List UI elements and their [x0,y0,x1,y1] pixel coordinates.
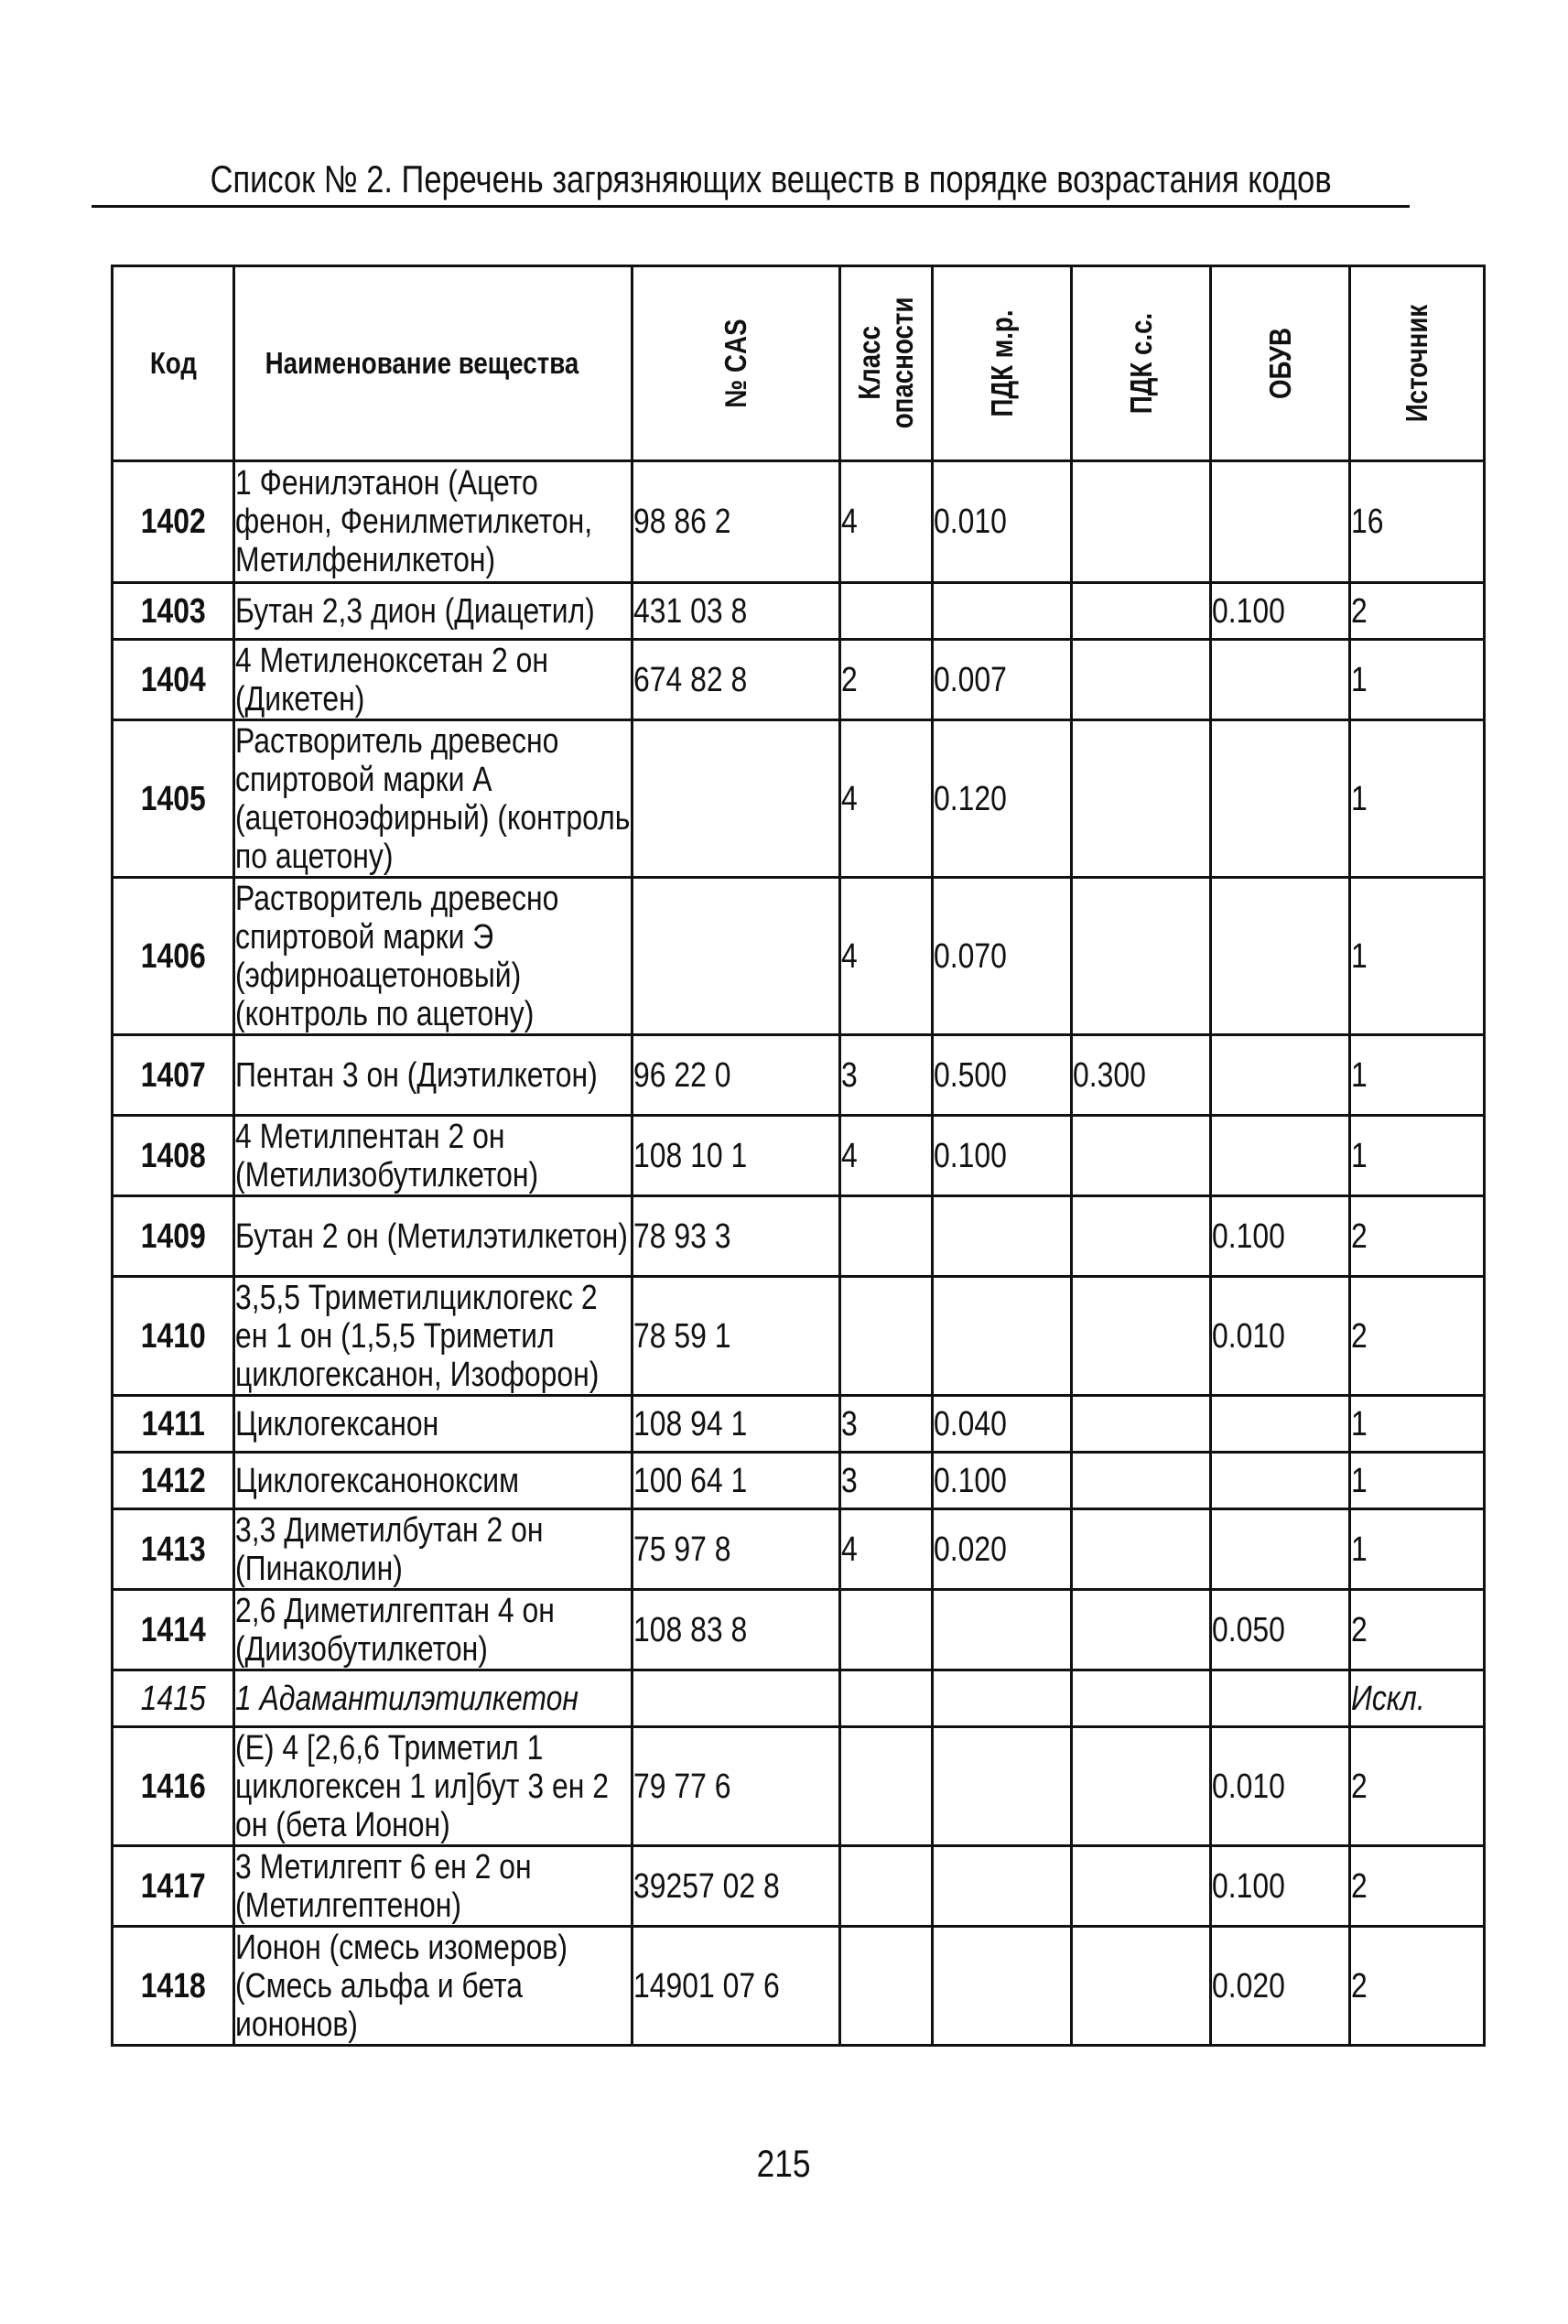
cell-code: 1402 [113,461,234,583]
cell-pdk-ss [1072,1670,1211,1727]
cell-code: 1403 [113,583,234,640]
cell-name: Бутан 2 он (Метилэтилкетон) [234,1196,633,1277]
cell-code: 1413 [113,1509,234,1590]
cell-pdk-ss [1072,1453,1211,1509]
cell-hazard-class: 4 [840,461,933,583]
cell-name: (E) 4 [2,6,6 Триметил 1 циклогексен 1 ил]бут 3 ен 2 он (бета Ионон) [234,1727,633,1846]
cell-pdk-ss [1072,878,1211,1035]
cell-pdk-ss [1072,1396,1211,1453]
cell-code: 1415 [113,1670,234,1727]
cell-pdk-ss [1072,1196,1211,1277]
cell-pdk-ss [1072,720,1211,878]
header-name: Наименование вещества [234,266,633,461]
cell-pdk-mr [933,1196,1072,1277]
cell-obuv [1211,1509,1350,1590]
cell-source: Искл. [1350,1670,1485,1727]
cell-source: 1 [1350,1509,1485,1590]
cell-cas: 108 10 1 [633,1116,840,1196]
table-row [113,1670,1485,1727]
cell-cas: 79 77 6 [633,1727,840,1846]
cell-obuv [1211,878,1350,1035]
cell-hazard-class: 3 [840,1453,933,1509]
cell-name: 3,3 Диметилбутан 2 он (Пинаколин) [234,1509,633,1590]
cell-obuv [1211,640,1350,720]
cell-hazard-class [840,1590,933,1670]
cell-obuv [1211,1116,1350,1196]
cell-obuv [1211,1453,1350,1509]
table-row [113,461,1485,583]
header-hazard-class: Класс опасности [840,266,933,461]
cell-pdk-mr: 0.020 [933,1509,1072,1590]
cell-obuv [1211,1670,1350,1727]
cell-hazard-class [840,1927,933,2046]
cell-obuv [1211,720,1350,878]
cell-pdk-mr: 0.500 [933,1035,1072,1116]
cell-pdk-mr: 0.010 [933,461,1072,583]
cell-cas [633,720,840,878]
cell-name: Циклогексаноноксим [234,1453,633,1509]
cell-hazard-class: 4 [840,720,933,878]
cell-obuv: 0.010 [1211,1727,1350,1846]
cell-pdk-mr [933,1277,1072,1396]
cell-source: 1 [1350,1453,1485,1509]
cell-name: 1 Фенилэтанон (Ацето фенон, Фенилметилкетон, Метилфенилкетон) [234,461,633,583]
cell-hazard-class: 2 [840,640,933,720]
cell-source: 2 [1350,1846,1485,1927]
cell-cas: 108 94 1 [633,1396,840,1453]
cell-code: 1411 [113,1396,234,1453]
cell-pdk-ss [1072,461,1211,583]
substances-table [111,265,1486,2047]
table-row [113,1927,1485,2046]
cell-obuv [1211,461,1350,583]
cell-cas: 674 82 8 [633,640,840,720]
cell-hazard-class [840,1670,933,1727]
table-row [113,1116,1485,1196]
cell-source: 1 [1350,878,1485,1035]
cell-cas: 78 59 1 [633,1277,840,1396]
cell-name: Растворитель древесно спиртовой марки Э (эфирноацетоновый) (контроль по ацетону) [234,878,633,1035]
cell-pdk-ss [1072,1927,1211,2046]
cell-pdk-mr [933,1590,1072,1670]
cell-cas [633,878,840,1035]
cell-pdk-mr [933,1727,1072,1846]
cell-pdk-ss [1072,583,1211,640]
table-row [113,1035,1485,1116]
cell-pdk-mr [933,1927,1072,2046]
cell-pdk-ss [1072,1509,1211,1590]
header-code: Код [113,266,234,461]
cell-pdk-mr: 0.100 [933,1453,1072,1509]
cell-obuv: 0.100 [1211,1846,1350,1927]
table-row [113,1509,1485,1590]
cell-pdk-mr [933,1670,1072,1727]
cell-pdk-mr: 0.120 [933,720,1072,878]
cell-name: Ионон (смесь изомеров) (Смесь альфа и бета иононов) [234,1927,633,2046]
cell-pdk-mr: 0.070 [933,878,1072,1035]
cell-code: 1405 [113,720,234,878]
cell-obuv: 0.050 [1211,1590,1350,1670]
cell-source: 2 [1350,583,1485,640]
page-number: 215 [757,2142,811,2185]
cell-code: 1407 [113,1035,234,1116]
cell-cas: 14901 07 6 [633,1927,840,2046]
header-obuv: ОБУВ [1211,266,1350,461]
running-head: Список № 2. Перечень загрязняющих веществ в порядке возрастания кодов [210,157,1332,200]
cell-code: 1408 [113,1116,234,1196]
cell-pdk-mr: 0.100 [933,1116,1072,1196]
header-source: Источник [1350,266,1485,461]
cell-code: 1414 [113,1590,234,1670]
cell-source: 1 [1350,720,1485,878]
cell-code: 1409 [113,1196,234,1277]
header-rule [92,205,1410,208]
cell-pdk-ss [1072,1277,1211,1396]
cell-cas: 75 97 8 [633,1509,840,1590]
cell-code: 1412 [113,1453,234,1509]
header-cas: № CAS [633,266,840,461]
table-header-row [113,266,1485,461]
cell-code: 1406 [113,878,234,1035]
cell-source: 1 [1350,1035,1485,1116]
cell-hazard-class [840,583,933,640]
cell-obuv: 0.100 [1211,583,1350,640]
table-row [113,1590,1485,1670]
cell-hazard-class [840,1727,933,1846]
table-row [113,1727,1485,1846]
cell-name: Пентан 3 он (Диэтилкетон) [234,1035,633,1116]
cell-pdk-ss [1072,1116,1211,1196]
cell-obuv: 0.020 [1211,1927,1350,2046]
cell-source: 2 [1350,1927,1485,2046]
cell-name: 4 Метилпентан 2 он (Метилизобутилкетон) [234,1116,633,1196]
cell-hazard-class [840,1196,933,1277]
cell-source: 2 [1350,1590,1485,1670]
cell-name: 3,5,5 Триметилциклогекс 2 ен 1 он (1,5,5 Триметил циклогексанон, Изофорон) [234,1277,633,1396]
cell-cas: 39257 02 8 [633,1846,840,1927]
cell-obuv: 0.010 [1211,1277,1350,1396]
cell-name: 4 Метиленоксетан 2 он (Дикетен) [234,640,633,720]
cell-code: 1418 [113,1927,234,2046]
cell-source: 2 [1350,1196,1485,1277]
cell-pdk-mr: 0.007 [933,640,1072,720]
cell-source: 1 [1350,640,1485,720]
cell-source: 1 [1350,1396,1485,1453]
cell-cas [633,1670,840,1727]
header-pdk-ss: ПДК с.с. [1072,266,1211,461]
header-pdk-mr: ПДК м.р. [933,266,1072,461]
cell-pdk-ss: 0.300 [1072,1035,1211,1116]
table-row [113,1396,1485,1453]
cell-source: 2 [1350,1727,1485,1846]
cell-code: 1417 [113,1846,234,1927]
cell-cas: 108 83 8 [633,1590,840,1670]
cell-name: Циклогексанон [234,1396,633,1453]
cell-hazard-class: 3 [840,1396,933,1453]
cell-pdk-mr: 0.040 [933,1396,1072,1453]
table-row [113,583,1485,640]
cell-cas: 96 22 0 [633,1035,840,1116]
cell-name: Бутан 2,3 дион (Диацетил) [234,583,633,640]
cell-pdk-ss [1072,1590,1211,1670]
cell-code: 1410 [113,1277,234,1396]
cell-code: 1404 [113,640,234,720]
table-row [113,640,1485,720]
cell-hazard-class: 3 [840,1035,933,1116]
cell-cas: 431 03 8 [633,583,840,640]
cell-cas: 100 64 1 [633,1453,840,1509]
table-row [113,1277,1485,1396]
table-row [113,1196,1485,1277]
cell-name: Растворитель древесно спиртовой марки А (ацетоноэфирный) (контроль по ацетону) [234,720,633,878]
table-row [113,1846,1485,1927]
cell-code: 1416 [113,1727,234,1846]
cell-pdk-ss [1072,640,1211,720]
cell-source: 2 [1350,1277,1485,1396]
cell-obuv [1211,1396,1350,1453]
cell-obuv: 0.100 [1211,1196,1350,1277]
cell-name: 1 Адамантилэтилкетон [234,1670,633,1727]
cell-pdk-mr [933,583,1072,640]
cell-hazard-class: 4 [840,1116,933,1196]
table-row [113,1453,1485,1509]
cell-name: 2,6 Диметилгептан 4 он (Диизобутилкетон) [234,1590,633,1670]
cell-pdk-mr [933,1846,1072,1927]
cell-cas: 78 93 3 [633,1196,840,1277]
cell-hazard-class: 4 [840,1509,933,1590]
cell-cas: 98 86 2 [633,461,840,583]
cell-source: 1 [1350,1116,1485,1196]
cell-name: 3 Метилгепт 6 ен 2 он (Метилгептенон) [234,1846,633,1927]
cell-obuv [1211,1035,1350,1116]
table-row [113,878,1485,1035]
cell-pdk-ss [1072,1846,1211,1927]
cell-pdk-ss [1072,1727,1211,1846]
cell-source: 16 [1350,461,1485,583]
cell-hazard-class [840,1277,933,1396]
cell-hazard-class [840,1846,933,1927]
table-row [113,720,1485,878]
cell-hazard-class: 4 [840,878,933,1035]
